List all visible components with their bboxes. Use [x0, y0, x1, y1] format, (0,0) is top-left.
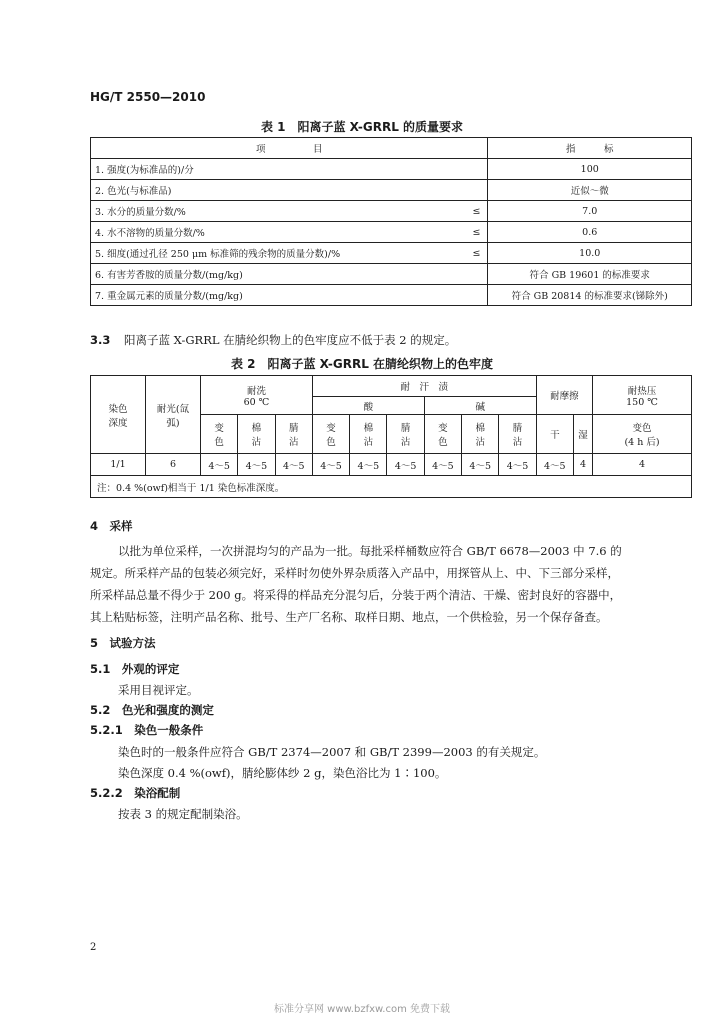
row-le	[465, 264, 488, 285]
row-le	[465, 180, 488, 201]
header-acid: 酸	[312, 397, 424, 415]
row-le: ≤	[465, 201, 488, 222]
row-value: 7.0	[488, 201, 692, 222]
paragraph-line: 所采样品总量不得少于 200 g。将采得的样品充分混匀后，分装于两个清洁、干燥、密封良好的容器中，	[90, 588, 622, 602]
header-wash	[201, 376, 313, 415]
clause-number: 3.3	[90, 333, 111, 347]
header-sweat: 耐 汗 渍	[312, 376, 536, 397]
table-row	[91, 264, 692, 285]
cell-value: 4～5	[387, 454, 424, 476]
table-row	[91, 222, 692, 243]
table-row	[91, 454, 692, 476]
row-le: ≤	[465, 243, 488, 264]
header-press-change	[593, 415, 692, 454]
header-change: 变色	[312, 415, 349, 454]
cell-value: 4～5	[201, 454, 238, 476]
table-row	[91, 180, 692, 201]
cell-value: 4～5	[350, 454, 387, 476]
header-press-time: (4 h 后)	[624, 437, 660, 448]
cell-value: 4～5	[312, 454, 349, 476]
section-5-1-title: 5.1 外观的评定	[90, 662, 180, 676]
cell-value: 4	[573, 454, 592, 476]
header-acrylic: 腈沾	[499, 415, 536, 454]
cell-value: 4～5	[536, 454, 573, 476]
header-press	[593, 376, 692, 415]
header-spec: 指 标	[488, 138, 692, 159]
row-item: 5. 细度(通过孔径 250 μm 标准筛的残余物的质量分数)/%	[91, 243, 466, 264]
header-depth: 染色深度	[91, 376, 146, 454]
table1-caption: 表 1 阳离子蓝 X-GRRL 的质量要求	[260, 120, 464, 134]
color-fastness-table	[90, 375, 692, 498]
cell-value: 4～5	[275, 454, 312, 476]
header-item: 项 目	[91, 138, 488, 159]
cell-value: 4～5	[462, 454, 499, 476]
cell-depth: 1/1	[91, 454, 146, 476]
section-5-2-1-text1: 染色时的一般条件应符合 GB/T 2374—2007 和 GB/T 2399—2003 的有关规定。	[118, 745, 546, 759]
header-dry: 干	[536, 415, 573, 454]
quality-requirements-table	[90, 137, 692, 306]
header-press-change-label: 变色	[632, 423, 652, 434]
table-header-row	[91, 376, 692, 397]
table2-caption: 表 2 阳离子蓝 X-GRRL 在腈纶织物上的色牢度	[230, 357, 494, 371]
section-4-paragraph	[90, 540, 700, 628]
header-wash-temp: 60 ℃	[243, 396, 270, 408]
section-5-1-text: 采用目视评定。	[118, 683, 199, 697]
header-wash-label: 耐洗	[246, 385, 266, 397]
paragraph-line: 其上粘贴标签，注明产品名称、批号、生产厂名称、取样日期、地点，一个供检验，另一个保存备查。	[90, 610, 608, 624]
table-note: 注：0.4 %(owf)相当于 1/1 染色标准深度。	[91, 476, 692, 498]
table-header-row	[91, 138, 692, 159]
standard-code: HG/T 2550—2010	[90, 90, 206, 104]
paragraph-line: 以批为单位采样，一次拼混均匀的产品为一批。每批采样桶数应符合 GB/T 6678—2003 中 7.6 的	[118, 544, 622, 558]
row-value: 0.6	[488, 222, 692, 243]
row-item: 2. 色光(与标准品)	[91, 180, 466, 201]
cell-value: 4～5	[499, 454, 536, 476]
clause-3-3	[90, 332, 456, 348]
header-press-temp: 150 ℃	[626, 396, 658, 408]
header-wet: 湿	[573, 415, 592, 454]
table-row	[91, 285, 692, 306]
paragraph-line: 规定。所采样产品的包装必须完好，采样时勿使外界杂质落入产品中，用探管从上、中、下三部分采样，	[90, 566, 619, 580]
row-item: 1. 强度(为标准品的)/分	[91, 159, 466, 180]
section-5-2-1-text2: 染色深度 0.4 %(owf)，腈纶膨体纱 2 g，染色浴比为 1∶100。	[118, 766, 447, 780]
table-note-row	[91, 476, 692, 498]
header-change: 变色	[201, 415, 238, 454]
cell-value: 4	[593, 454, 692, 476]
footer-watermark: 标准分享网 www.bzfxw.com 免费下载	[274, 1004, 450, 1015]
row-value: 100	[488, 159, 692, 180]
header-cotton: 棉沾	[462, 415, 499, 454]
row-value: 10.0	[488, 243, 692, 264]
section-4-title: 4 采样	[90, 519, 133, 533]
row-le	[465, 285, 488, 306]
row-item: 7. 重金属元素的质量分数/(mg/kg)	[91, 285, 466, 306]
header-alkali: 碱	[424, 397, 536, 415]
row-le: ≤	[465, 222, 488, 243]
row-item: 3. 水分的质量分数/%	[91, 201, 466, 222]
header-change: 变色	[424, 415, 461, 454]
clause-text: 阳离子蓝 X-GRRL 在腈纶织物上的色牢度应不低于表 2 的规定。	[124, 333, 457, 347]
section-5-2-2-text: 按表 3 的规定配制染浴。	[118, 807, 248, 821]
row-value: 符合 GB 19601 的标准要求	[488, 264, 692, 285]
header-cotton: 棉沾	[350, 415, 387, 454]
row-item: 6. 有害芳香胺的质量分数/(mg/kg)	[91, 264, 466, 285]
header-light: 耐光(氙弧)	[146, 376, 201, 454]
header-acrylic: 腈沾	[275, 415, 312, 454]
row-le	[465, 159, 488, 180]
table-row	[91, 159, 692, 180]
row-value: 近似～微	[488, 180, 692, 201]
section-5-2-2-title: 5.2.2 染浴配制	[90, 786, 181, 800]
cell-light: 6	[146, 454, 201, 476]
table-row	[91, 201, 692, 222]
cell-value: 4～5	[238, 454, 275, 476]
row-item: 4. 水不溶物的质量分数/%	[91, 222, 466, 243]
header-cotton: 棉沾	[238, 415, 275, 454]
section-5-2-1-title: 5.2.1 染色一般条件	[90, 723, 204, 737]
section-5-title: 5 试验方法	[90, 636, 156, 650]
row-value: 符合 GB 20814 的标准要求(锑除外)	[488, 285, 692, 306]
section-5-2-title: 5.2 色光和强度的测定	[90, 703, 214, 717]
header-acrylic: 腈沾	[387, 415, 424, 454]
cell-value: 4～5	[424, 454, 461, 476]
table-row	[91, 243, 692, 264]
header-press-label: 耐热压	[627, 385, 657, 397]
header-rub: 耐摩擦	[536, 376, 592, 415]
page-number: 2	[90, 942, 97, 953]
